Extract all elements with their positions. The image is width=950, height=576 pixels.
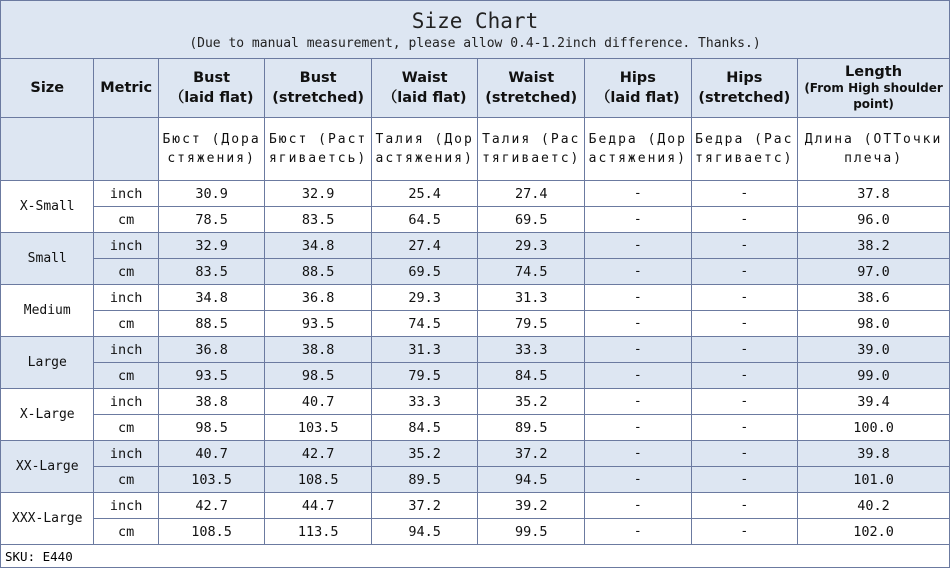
measurement-cell: 39.0 (798, 337, 950, 363)
measurement-cell: 103.5 (158, 467, 265, 493)
measurement-cell: 89.5 (371, 467, 478, 493)
measurement-cell: - (691, 207, 798, 233)
measurement-cell: - (691, 285, 798, 311)
size-label: Large (1, 337, 94, 389)
measurement-cell: 32.9 (158, 233, 265, 259)
header-row (1, 59, 950, 118)
measurement-cell: 30.9 (158, 181, 265, 207)
measurement-cell: 93.5 (265, 311, 372, 337)
title-cell (1, 1, 950, 59)
size-label: X-Large (1, 389, 94, 441)
measurement-cell: 98.5 (158, 415, 265, 441)
measurement-cell: - (585, 389, 692, 415)
table-row (1, 181, 950, 207)
table-row (1, 259, 950, 285)
metric-unit: cm (94, 415, 158, 441)
measurement-cell: 37.2 (478, 441, 585, 467)
russian-header-blank (94, 118, 158, 181)
metric-unit: cm (94, 311, 158, 337)
measurement-cell: 39.8 (798, 441, 950, 467)
metric-unit: inch (94, 233, 158, 259)
measurement-cell: - (585, 363, 692, 389)
measurement-cell: 37.8 (798, 181, 950, 207)
russian-header-length: Длина (ОТТочкиплеча) (798, 118, 950, 181)
measurement-cell: 83.5 (265, 207, 372, 233)
measurement-cell: 93.5 (158, 363, 265, 389)
measurement-cell: 40.2 (798, 493, 950, 519)
measurement-cell: - (691, 441, 798, 467)
measurement-cell: - (691, 519, 798, 545)
measurement-cell: 94.5 (371, 519, 478, 545)
measurement-cell: 38.6 (798, 285, 950, 311)
sku-label: SKU: E440 (1, 545, 950, 568)
table-row (1, 493, 950, 519)
metric-unit: cm (94, 259, 158, 285)
russian-header-hips-stretched: Бедра (Растягиваетс) (691, 118, 798, 181)
measurement-cell: 100.0 (798, 415, 950, 441)
measurement-cell: 78.5 (158, 207, 265, 233)
table-row (1, 363, 950, 389)
measurement-cell: - (691, 363, 798, 389)
measurement-cell: 97.0 (798, 259, 950, 285)
measurement-cell: - (585, 493, 692, 519)
measurement-cell: 44.7 (265, 493, 372, 519)
russian-header-waist-stretched: Талия (Растягиваетс) (478, 118, 585, 181)
measurement-cell: 102.0 (798, 519, 950, 545)
measurement-cell: 74.5 (371, 311, 478, 337)
measurement-cell: 25.4 (371, 181, 478, 207)
measurement-cell: 69.5 (371, 259, 478, 285)
measurement-cell: - (691, 181, 798, 207)
russian-header-bust-flat: Бюст (Дорастяжения) (158, 118, 265, 181)
measurement-cell: 79.5 (478, 311, 585, 337)
measurement-cell: 98.5 (265, 363, 372, 389)
measurement-cell: - (585, 337, 692, 363)
header-bust-stretched: Bust (stretched) (265, 59, 372, 118)
measurement-cell: 84.5 (478, 363, 585, 389)
table-row (1, 441, 950, 467)
measurement-cell: - (691, 259, 798, 285)
measurement-cell: 74.5 (478, 259, 585, 285)
header-size: Size (1, 59, 94, 118)
russian-header-bust-stretched: Бюст (Растягиваетсь) (265, 118, 372, 181)
measurement-cell: 94.5 (478, 467, 585, 493)
measurement-cell: - (691, 337, 798, 363)
measurement-cell: 88.5 (265, 259, 372, 285)
measurement-cell: - (691, 233, 798, 259)
measurement-cell: 36.8 (158, 337, 265, 363)
metric-unit: inch (94, 181, 158, 207)
measurement-cell: 33.3 (371, 389, 478, 415)
measurement-cell: 88.5 (158, 311, 265, 337)
header-length: Length (From High shoulder point) (798, 59, 950, 118)
measurement-cell: 37.2 (371, 493, 478, 519)
measurement-cell: 38.2 (798, 233, 950, 259)
measurement-cell: - (585, 415, 692, 441)
measurement-cell: 29.3 (371, 285, 478, 311)
size-label: Medium (1, 285, 94, 337)
measurement-cell: - (585, 311, 692, 337)
measurement-cell: - (691, 389, 798, 415)
measurement-cell: 84.5 (371, 415, 478, 441)
size-label: XXX-Large (1, 493, 94, 545)
measurement-cell: 108.5 (265, 467, 372, 493)
table-row (1, 311, 950, 337)
measurement-cell: - (585, 207, 692, 233)
table-row (1, 285, 950, 311)
measurement-cell: 89.5 (478, 415, 585, 441)
measurement-cell: 34.8 (265, 233, 372, 259)
measurement-cell: 34.8 (158, 285, 265, 311)
measurement-cell: 42.7 (158, 493, 265, 519)
measurement-cell: 27.4 (478, 181, 585, 207)
measurement-cell: 42.7 (265, 441, 372, 467)
measurement-cell: 31.3 (478, 285, 585, 311)
measurement-cell: 33.3 (478, 337, 585, 363)
measurement-cell: - (585, 233, 692, 259)
header-hips-flat: Hips （laid flat) (585, 59, 692, 118)
measurement-cell: - (585, 285, 692, 311)
table-row (1, 337, 950, 363)
table-row (1, 519, 950, 545)
measurement-cell: 39.4 (798, 389, 950, 415)
measurement-cell: - (585, 259, 692, 285)
measurement-cell: 35.2 (478, 389, 585, 415)
russian-header-row (1, 118, 950, 181)
metric-unit: inch (94, 389, 158, 415)
measurement-cell: 39.2 (478, 493, 585, 519)
measurement-cell: 40.7 (158, 441, 265, 467)
measurement-cell: - (585, 441, 692, 467)
measurement-cell: 40.7 (265, 389, 372, 415)
metric-unit: cm (94, 363, 158, 389)
table-row (1, 207, 950, 233)
measurement-cell: 113.5 (265, 519, 372, 545)
measurement-cell: 29.3 (478, 233, 585, 259)
measurement-cell: 64.5 (371, 207, 478, 233)
measurement-cell: - (691, 415, 798, 441)
measurement-cell: 99.5 (478, 519, 585, 545)
table-row (1, 415, 950, 441)
measurement-cell: 79.5 (371, 363, 478, 389)
metric-unit: cm (94, 519, 158, 545)
measurement-cell: - (691, 493, 798, 519)
metric-unit: inch (94, 337, 158, 363)
measurement-cell: 38.8 (158, 389, 265, 415)
measurement-cell: 27.4 (371, 233, 478, 259)
measurement-cell: 99.0 (798, 363, 950, 389)
header-bust-flat: Bust （laid flat) (158, 59, 265, 118)
header-waist-flat: Waist （laid flat) (371, 59, 478, 118)
header-hips-stretched: Hips (stretched) (691, 59, 798, 118)
measurement-cell: 32.9 (265, 181, 372, 207)
header-metric: Metric (94, 59, 158, 118)
measurement-cell: - (691, 311, 798, 337)
metric-unit: inch (94, 285, 158, 311)
metric-unit: cm (94, 207, 158, 233)
metric-unit: inch (94, 441, 158, 467)
measurement-cell: - (585, 181, 692, 207)
measurement-cell: 96.0 (798, 207, 950, 233)
measurement-cell: 83.5 (158, 259, 265, 285)
russian-header-hips-flat: Бедра (Дорастяжения) (585, 118, 692, 181)
measurement-cell: 31.3 (371, 337, 478, 363)
measurement-cell: 98.0 (798, 311, 950, 337)
measurement-cell: - (691, 467, 798, 493)
measurement-cell: 108.5 (158, 519, 265, 545)
size-label: X-Small (1, 181, 94, 233)
table-row (1, 389, 950, 415)
table-row (1, 467, 950, 493)
measurement-cell: 101.0 (798, 467, 950, 493)
header-waist-stretched: Waist (stretched) (478, 59, 585, 118)
metric-unit: inch (94, 493, 158, 519)
russian-header-waist-flat: Талия (Дорастяжения) (371, 118, 478, 181)
metric-unit: cm (94, 467, 158, 493)
chart-subtitle: (Due to manual measurement, please allow 0.4-1.2inch difference. Thanks.) (189, 36, 761, 51)
size-label: XX-Large (1, 441, 94, 493)
russian-header-blank (1, 118, 94, 181)
size-label: Small (1, 233, 94, 285)
measurement-cell: - (585, 519, 692, 545)
measurement-cell: - (585, 467, 692, 493)
measurement-cell: 36.8 (265, 285, 372, 311)
measurement-cell: 38.8 (265, 337, 372, 363)
chart-title: Size Chart (411, 9, 539, 33)
measurement-cell: 69.5 (478, 207, 585, 233)
table-row (1, 233, 950, 259)
measurement-cell: 35.2 (371, 441, 478, 467)
measurement-cell: 103.5 (265, 415, 372, 441)
